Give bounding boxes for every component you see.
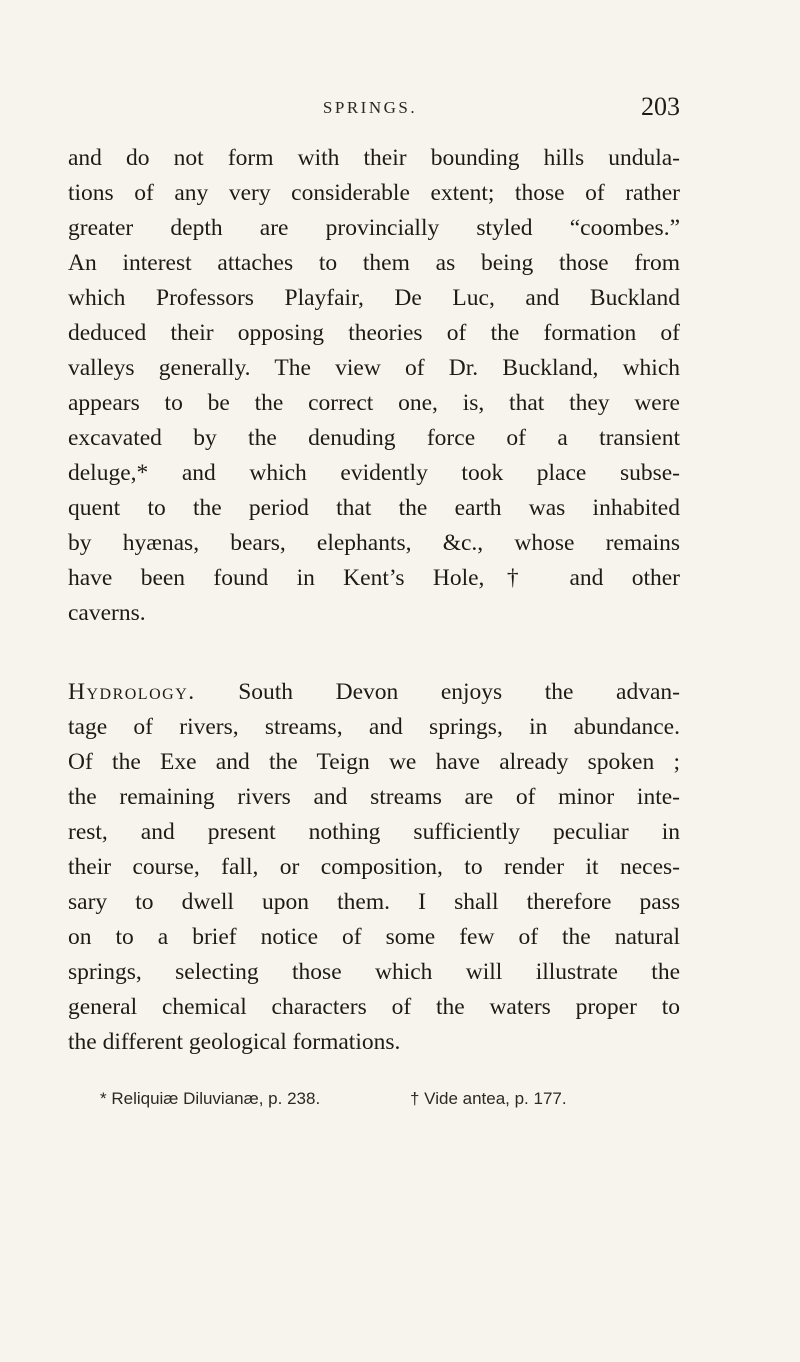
footnote-reliquiae: * Reliquiæ Diluvianæ, p. 238. xyxy=(100,1089,321,1108)
text-line: on to a brief notice of some few of the natural xyxy=(68,924,680,950)
text-line: deduced their opposing theories of the formation of xyxy=(68,320,680,346)
text-line: An interest attaches to them as being those from xyxy=(68,250,680,276)
running-head xyxy=(60,92,680,128)
text-line: Of the Exe and the Teign we have already spoken ; xyxy=(68,749,680,775)
text-line: and do not form with their bounding hills undula- xyxy=(68,145,680,171)
text-line: have been found in Kent’s Hole,† and other xyxy=(68,565,680,591)
page-number: 203 xyxy=(641,92,680,121)
text-line: greater depth are provincially styled “coombes.” xyxy=(68,215,680,241)
text-line: sary to dwell upon them. I shall therefore pass xyxy=(68,889,680,915)
text-line: quent to the period that the earth was inhabited xyxy=(68,495,680,521)
text-line-rest: South Devon enjoys the advan- xyxy=(238,679,680,705)
text-line: valleys generally. The view of Dr. Buckland, which xyxy=(68,355,680,381)
text-line: the different geological formations. xyxy=(68,1029,401,1055)
text-line: deluge,* and which evidently took place subse- xyxy=(68,460,680,486)
text-line-first xyxy=(68,675,680,710)
text-line: by hyænas, bears, elephants, &c., whose remains xyxy=(68,530,680,556)
text-line: rest, and present nothing sufficiently peculiar in xyxy=(68,819,680,845)
paragraph-hydrology xyxy=(68,675,680,1060)
text-line: general chemical characters of the waters proper to xyxy=(68,994,680,1020)
section-heading: Hydrology. xyxy=(68,679,196,705)
text-line: tions of any very considerable extent; those of rather xyxy=(68,180,680,206)
footnote-vide-antea: † Vide antea, p. 177. xyxy=(410,1089,567,1108)
footnotes xyxy=(100,1089,680,1115)
text-line: their course, fall, or composition, to render it neces- xyxy=(68,854,680,880)
text-line: the remaining rivers and streams are of minor inte- xyxy=(68,784,680,810)
text-line: excavated by the denuding force of a transient xyxy=(68,425,680,451)
text-line: springs, selecting those which will illustrate the xyxy=(68,959,680,985)
running-title: SPRINGS. xyxy=(322,98,418,117)
text-line: appears to be the correct one, is, that they were xyxy=(68,390,680,416)
text-line: caverns. xyxy=(68,600,146,626)
text-line: tage of rivers, streams, and springs, in abundance. xyxy=(68,714,680,740)
text-line: which Professors Playfair, De Luc, and Buckland xyxy=(68,285,680,311)
paragraph-valleys xyxy=(68,141,680,631)
